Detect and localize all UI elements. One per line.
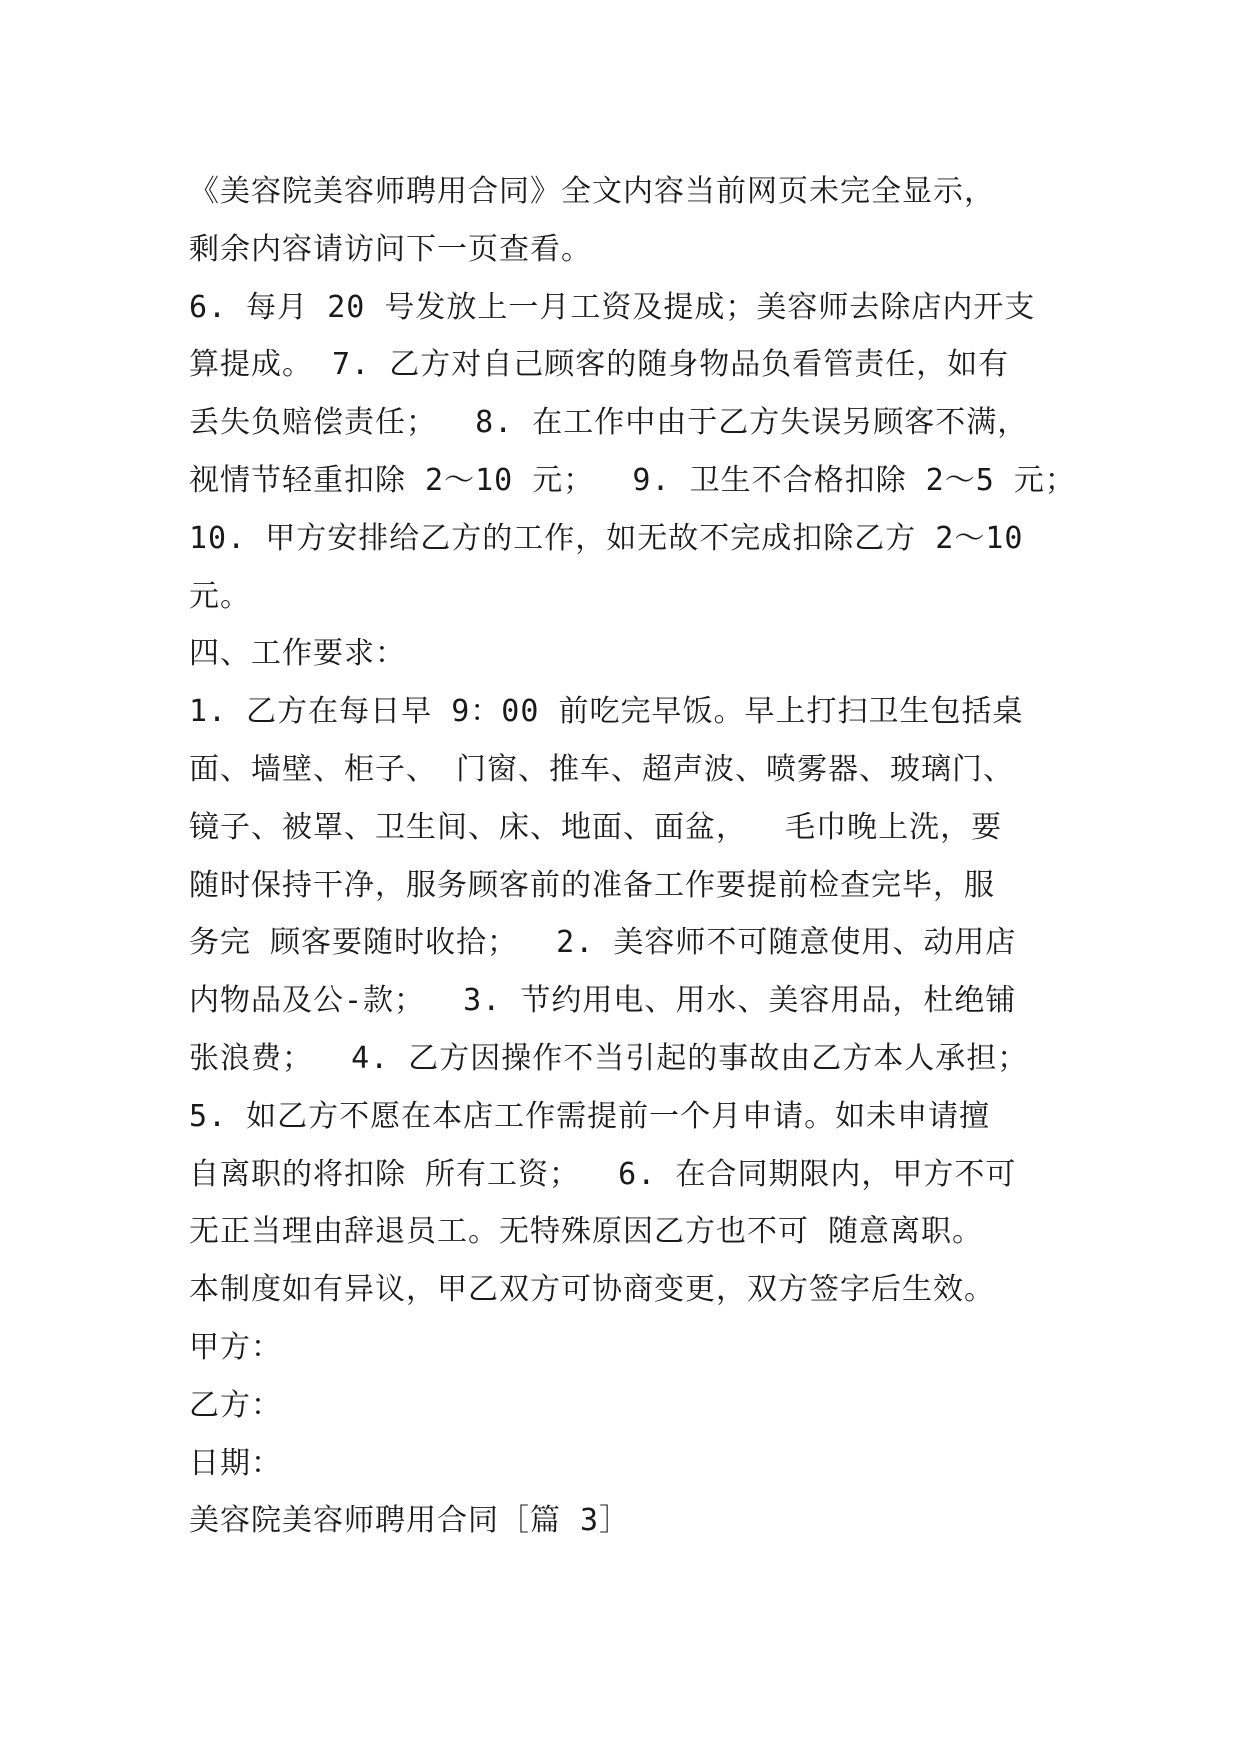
requirement-line: 1. 乙方在每日早 9：00 前吃完早饭。早上打扫卫生包括桌 [189,694,1024,730]
requirement-line: 自离职的将扣除 所有工资； 6. 在合同期限内，甲方不可 [189,1156,1017,1192]
clause-line: 视情节轻重扣除 2～10 元； 9. 卫生不合格扣除 2～5 元； [189,462,1076,498]
section-heading: 四、工作要求： [189,636,406,672]
requirement-line: 务完 顾客要随时收拾； 2. 美容师不可随意使用、动用店 [189,925,1017,961]
party-b-signature-label: 乙方： [189,1387,282,1423]
clause-line: 6. 每月 20 号发放上一月工资及提成；美容师去除店内开支 [189,289,1036,325]
effect-statement: 本制度如有异议，甲乙双方可协商变更，双方签字后生效。 [189,1272,995,1308]
date-label: 日期： [189,1445,282,1481]
document-body [189,163,1076,1550]
clause-line: 丢失负赔偿责任； 8. 在工作中由于乙方失误另顾客不满， [189,405,1029,441]
requirement-line: 面、墙壁、柜子、 门窗、推车、超声波、喷雾器、玻璃门、 [189,751,1015,787]
clause-line: 元。 [189,578,251,614]
requirement-line: 镜子、被罩、卫生间、床、地面、面盆， 毛巾晚上洗，要 [189,809,1003,845]
requirement-line: 内物品及公-款； 3. 节约用电、用水、美容用品，杜绝铺 [189,983,1017,1019]
next-section-title: 美容院美容师聘用合同［篇 3］ [189,1503,631,1539]
party-a-signature-label: 甲方： [189,1329,282,1365]
notice-line-1: 《美容院美容师聘用合同》全文内容当前网页未完全显示， [189,174,995,209]
requirement-line: 随时保持干净，服务顾客前的准备工作要提前检查完毕，服 [189,867,995,903]
requirement-line: 无正当理由辞退员工。无特殊原因乙方也不可 随意离职。 [189,1214,984,1250]
notice-line-2: 剩余内容请访问下一页查看。 [189,231,592,267]
clause-line: 算提成。 7. 乙方对自己顾客的随身物品负看管责任，如有 [189,347,1010,383]
requirement-line: 张浪费； 4. 乙方因操作不当引起的事故由乙方本人承担； [189,1040,1029,1076]
clause-line: 10. 甲方安排给乙方的工作，如无故不完成扣除乙方 2～10 [189,520,1024,556]
requirement-line: 5. 如乙方不愿在本店工作需提前一个月申请。如未申请擅 [189,1098,991,1134]
